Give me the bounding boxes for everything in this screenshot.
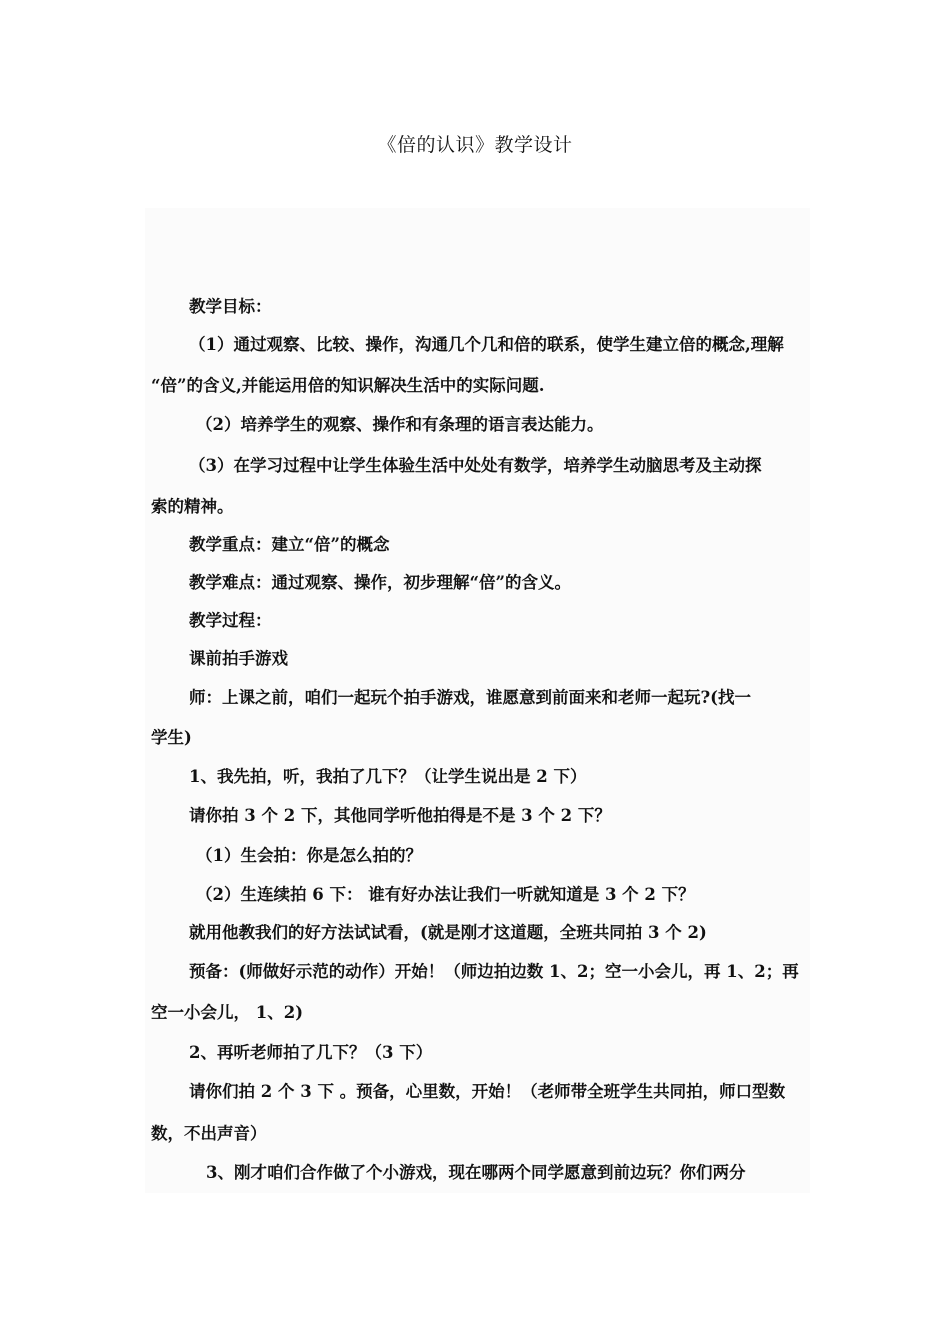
paragraph-line: （2）生连续拍 6 下： 谁有好办法让我们一听就知道是 3 个 2 下？ — [196, 885, 695, 904]
paragraph-line: 就用他教我们的好方法试试看，(就是刚才这道题，全班共同拍 3 个 2) — [189, 923, 707, 942]
paragraph-line: （2）培养学生的观察、操作和有条理的语言表达能力。 — [196, 415, 604, 434]
paragraph-line: 教学过程： — [189, 611, 272, 630]
paragraph-line: “倍”的含义,并能运用倍的知识解决生活中的实际问题. — [151, 376, 545, 395]
paragraph-line: 3、刚才咱们合作做了个小游戏，现在哪两个同学愿意到前边玩？你们两分 — [206, 1163, 746, 1182]
paragraph-line: 请你拍 3 个 2 下，其他同学听他拍得是不是 3 个 2 下？ — [189, 806, 611, 825]
paragraph-line: 教学难点：通过观察、操作，初步理解“倍”的含义。 — [189, 573, 571, 592]
paragraph-line: 师：上课之前，咱们一起玩个拍手游戏，谁愿意到前面来和老师一起玩?(找一 — [189, 688, 751, 707]
paragraph-line: 1、我先拍，听，我拍了几下？（让学生说出是 2 下） — [189, 767, 587, 786]
paragraph-line: 请你们拍 2 个 3 下 。预备，心里数，开始！（老师带全班学生共同拍，师口型数 — [189, 1082, 786, 1101]
paragraph-line: 空一小会儿， 1、2) — [151, 1003, 304, 1022]
document-title: 《倍的认识》教学设计 — [377, 134, 573, 156]
paragraph-line: （1）通过观察、比较、操作，沟通几个几和倍的联系，使学生建立倍的概念,理解 — [189, 335, 784, 354]
paragraph-line: 学生) — [151, 728, 192, 747]
paragraph-line: 教学重点：建立“倍”的概念 — [189, 535, 390, 554]
paragraph-line: （3）在学习过程中让学生体验生活中处处有数学，培养学生动脑思考及主动探 — [189, 456, 762, 475]
paragraph-line: 课前拍手游戏 — [189, 649, 288, 668]
paragraph-line: 教学目标： — [189, 297, 272, 316]
paragraph-line: 数，不出声音） — [151, 1124, 267, 1143]
paragraph-line: （1）生会拍：你是怎么拍的？ — [196, 846, 422, 865]
paragraph-line: 2、再听老师拍了几下？（3 下） — [189, 1043, 433, 1062]
paragraph-line: 索的精神。 — [151, 497, 234, 516]
paragraph-line: 预备：(师做好示范的动作）开始！（师边拍边数 1、2；空一小会儿，再 1、2；再 — [189, 962, 799, 981]
